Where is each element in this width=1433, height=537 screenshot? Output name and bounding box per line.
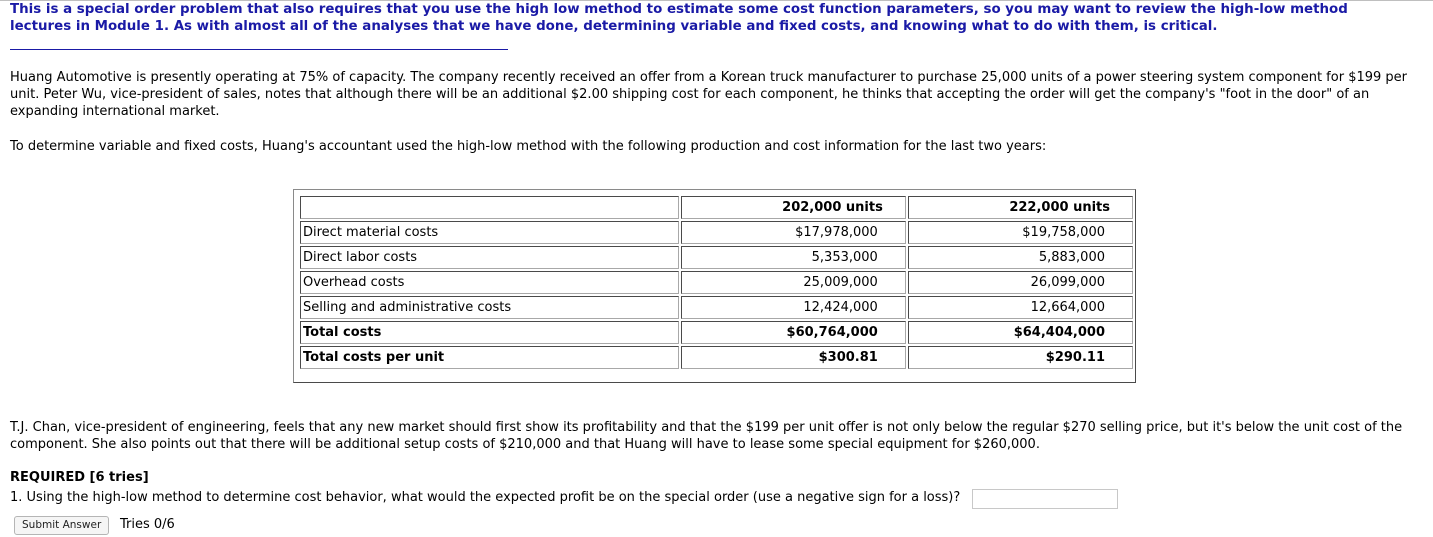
row-label: Direct material costs (300, 221, 679, 244)
table-row (300, 271, 1133, 294)
method-paragraph: To determine variable and fixed costs, Huang's accountant used the high-low method with the following production and cost information for the last two years: (10, 139, 1047, 154)
cost-table-frame (293, 189, 1136, 383)
required-heading: REQUIRED [6 tries] (10, 470, 149, 485)
table-row-per-unit (300, 346, 1133, 369)
high-volume-value: $290.11 (908, 346, 1133, 369)
table-row (300, 221, 1133, 244)
low-volume-value: $60,764,000 (681, 321, 906, 344)
scenario-paragraph: Huang Automotive is presently operating at 75% of capacity. The company recently received an offer from a Korean truck manufacturer to purchase 25,000 units of a power steering system component for $199 per unit. Peter Wu, vice-president of sales, notes that although there will be an additional $2.00 shipping cost for each component, he thinks that accepting the order will get the company's "foot in the door" of an expanding international market. (10, 70, 1407, 119)
low-volume-value: $300.81 (681, 346, 906, 369)
high-volume-value: 5,883,000 (908, 246, 1133, 269)
submit-answer-button[interactable]: Submit Answer (14, 516, 109, 535)
cost-table (298, 194, 1135, 371)
low-volume-value: $17,978,000 (681, 221, 906, 244)
answer-input[interactable] (972, 489, 1118, 509)
table-header-row (300, 196, 1133, 219)
row-label: Direct labor costs (300, 246, 679, 269)
tries-counter: Tries 0/6 (120, 517, 175, 532)
intro-instructions: This is a special order problem that also requires that you use the high low method to estimate some cost function parameters, so you may want to review the high-low method lectures in Module 1. As with almost all of the analyses that we have done, determining variable and fixed costs, and knowing what to do with them, is critical. (10, 2, 1348, 34)
table-row (300, 246, 1133, 269)
intro-divider (10, 49, 508, 50)
high-volume-value: $64,404,000 (908, 321, 1133, 344)
table-row (300, 296, 1133, 319)
row-label: Overhead costs (300, 271, 679, 294)
row-label: Selling and administrative costs (300, 296, 679, 319)
high-volume-value: $19,758,000 (908, 221, 1133, 244)
high-volume-value: 26,099,000 (908, 271, 1133, 294)
low-volume-value: 12,424,000 (681, 296, 906, 319)
low-volume-value: 25,009,000 (681, 271, 906, 294)
high-volume-value: 12,664,000 (908, 296, 1133, 319)
header-cell-high-volume: 222,000 units (908, 196, 1133, 219)
table-row-total (300, 321, 1133, 344)
row-label: Total costs per unit (300, 346, 679, 369)
low-volume-value: 5,353,000 (681, 246, 906, 269)
header-cell-blank (300, 196, 679, 219)
header-cell-low-volume: 202,000 units (681, 196, 906, 219)
row-label: Total costs (300, 321, 679, 344)
question-1-text: 1. Using the high-low method to determine cost behavior, what would the expected profit be on the special order (use a negative sign for a loss)? (10, 490, 961, 505)
engineering-paragraph: T.J. Chan, vice-president of engineering, feels that any new market should first show its profitability and that the $199 per unit offer is not only below the regular $270 selling price, but it's below the unit cost of the component. She also points out that there will be additional setup costs of $210,000 and that Huang will have to lease some special equipment for $260,000. (10, 420, 1403, 452)
